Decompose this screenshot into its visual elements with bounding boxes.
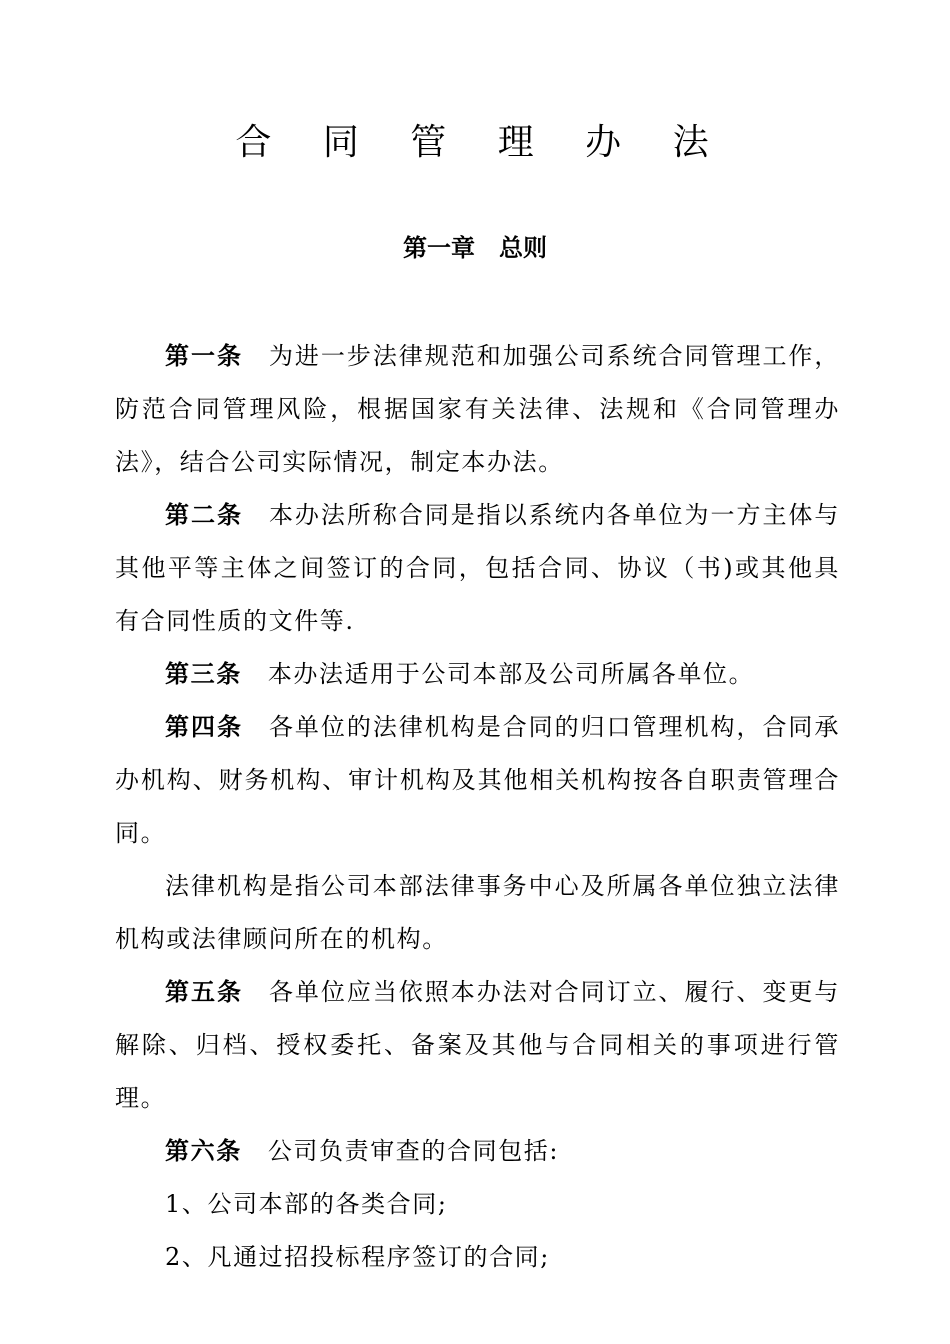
list-item — [115, 1178, 840, 1231]
document-body — [115, 330, 840, 1284]
article-number: 第三条 — [165, 660, 242, 688]
document-title: 合 同 管 理 办 法 — [235, 122, 729, 163]
paragraph-article-2 — [115, 489, 840, 648]
chapter-number: 第一章 — [403, 234, 475, 262]
article-number: 第一条 — [165, 342, 243, 370]
paragraph-text: 为进一步法律规范和加强公司系统合同管理工作，防范合同管理风险，根据国家有关法律、法规和《合同管理办法》，结合公司实际情况，制定本办法。 — [115, 342, 840, 476]
list-item-text: 1、公司本部的各类合同; — [165, 1190, 448, 1218]
paragraph-text: 公司负责审查的合同包括: — [267, 1137, 560, 1165]
list-item — [115, 1231, 840, 1284]
paragraph-article-5 — [115, 966, 840, 1125]
paragraph-text: 各单位的法律机构是合同的归口管理机构，合同承办机构、财务机构、审计机构及其他相关机构按各自职责管理合同。 — [115, 713, 840, 847]
article-number: 第二条 — [165, 501, 243, 529]
paragraph-text: 法律机构是指公司本部法律事务中心及所属各单位独立法律机构或法律顾问所在的机构。 — [115, 872, 840, 953]
paragraph-text: 本办法适用于公司本部及公司所属各单位。 — [267, 660, 755, 688]
article-number: 第四条 — [165, 713, 243, 741]
paragraph-article-4 — [115, 701, 840, 860]
paragraph-article-6 — [115, 1125, 840, 1178]
chapter-heading — [0, 228, 950, 268]
paragraph-article-3 — [115, 648, 840, 701]
paragraph-article-1 — [115, 330, 840, 489]
chapter-name: 总则 — [499, 234, 547, 262]
article-number: 第六条 — [165, 1137, 242, 1165]
list-item-text: 2、凡通过招投标程序签订的合同; — [165, 1243, 550, 1271]
paragraph-text: 各单位应当依照本办法对合同订立、履行、变更与解除、归档、授权委托、备案及其他与合同相关的事项进行管理。 — [115, 978, 840, 1112]
article-number: 第五条 — [165, 978, 243, 1006]
paragraph-legal-institution-definition — [115, 860, 840, 966]
paragraph-text: 本办法所称合同是指以系统内各单位为一方主体与其他平等主体之间签订的合同，包括合同、协议（书)或其他具有合同性质的文件等. — [115, 501, 840, 635]
